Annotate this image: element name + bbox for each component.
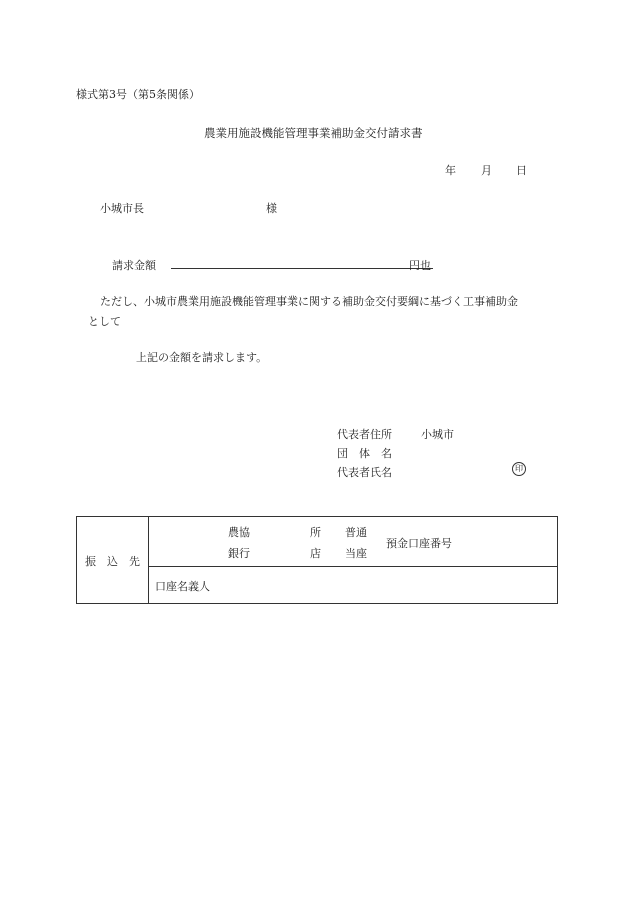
amount-label: 請求金額 [112,259,156,272]
request-text: 上記の金額を請求します。 [136,351,268,364]
bank-details-cell [149,517,558,567]
bank-bank-label: 銀行 [228,547,250,560]
bank-branch-office-label: 所 [310,526,321,539]
form-number: 様式第3号（第5条関係） [76,88,200,101]
bank-branch-store-label: 店 [310,547,321,560]
bank-nokyo-label: 農協 [228,526,250,539]
account-type-toza: 当座 [345,547,367,560]
document-title: 農業用施設機能管理事業補助金交付請求書 [204,126,423,140]
applicant-group-label: 団 体 名 [337,447,392,460]
applicant-address-value: 小城市 [421,428,454,441]
addressee-honorific: 様 [266,202,277,215]
account-holder-label: 口座名義人 [155,580,210,593]
bank-header-label: 振 込 先 [85,555,140,568]
body-text-line-2: として [88,315,121,328]
account-type-futsu: 普通 [345,526,367,539]
date-year-label: 年 [445,164,456,177]
date-day-label: 日 [516,164,527,177]
applicant-name-label: 代表者氏名 [337,466,392,479]
amount-underline [171,268,433,269]
addressee-name: 小城市長 [100,202,144,215]
date-month-label: 月 [481,164,492,177]
account-number-label: 預金口座番号 [386,537,452,550]
seal-mark-icon: 印 [512,462,526,476]
bank-header-cell [77,517,149,604]
body-text-line-1: ただし、小城市農業用施設機能管理事業に関する補助金交付要綱に基づく工事補助金 [100,295,518,308]
account-holder-cell [149,567,558,604]
amount-unit: 円也 [409,259,431,272]
bank-transfer-table [76,516,558,604]
applicant-address-label: 代表者住所 [337,428,392,441]
